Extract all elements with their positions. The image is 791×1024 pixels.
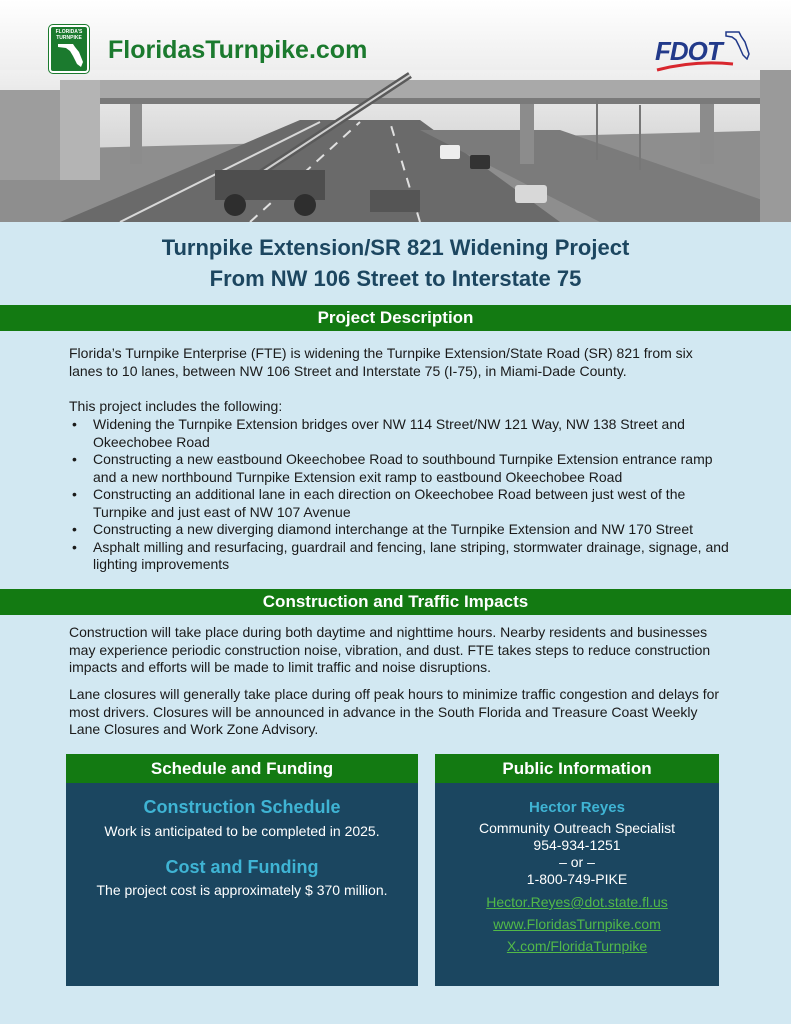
schedule-funding-heading: Schedule and Funding xyxy=(66,754,418,783)
fdot-logo[interactable]: FDOT xyxy=(655,36,722,66)
contact-phone-1: 954-934-1251 xyxy=(533,837,621,853)
impacts-heading: Construction and Traffic Impacts xyxy=(0,589,791,615)
project-description-heading: Project Description xyxy=(0,305,791,331)
impacts-paragraph-1: Construction will take place during both daytime and nighttime hours. Nearby residents and businesses may experience periodic construction noise, vibration, and dust. FTE takes steps to reduce construction impacts and efforts will be made to limit traffic and noise disruptions. xyxy=(69,624,711,675)
social-link[interactable]: X.com/FloridaTurnpike xyxy=(506,938,648,954)
list-item: • Constructing an additional lane in each direction on Okeechobee Road between just west of the Turnpike and just east of NW 107 Avenue xyxy=(69,486,729,521)
florida-map-icon xyxy=(57,42,85,68)
fdot-florida-icon xyxy=(725,30,751,60)
list-item: • Constructing a new diverging diamond interchange at the Turnpike Extension and NW 170 Street xyxy=(69,521,729,539)
list-item: • Constructing a new eastbound Okeechobee Road to southbound Turnpike Extension entrance ramp and a new northbound Turnpike Extension exit ramp to eastbound Okeechobee Road xyxy=(69,451,729,486)
contact-or: – or – xyxy=(559,854,595,870)
project-description-intro: Florida’s Turnpike Enterprise (FTE) is widening the Turnpike Extension/State Road (SR) 821 from six lanes to 10 lanes, between NW 106 Street and Interstate 75 (I-75), in Miami-Dade County. xyxy=(69,345,693,379)
public-information-box xyxy=(435,754,719,986)
page-title xyxy=(0,232,791,294)
contact-phone-2: 1-800-749-PIKE xyxy=(526,871,628,887)
project-includes-label: This project includes the following: xyxy=(69,398,283,414)
project-items-list xyxy=(69,416,729,574)
contact-name: Hector Reyes xyxy=(529,799,625,816)
contact-email-link[interactable]: Hector.Reyes@dot.state.fl.us xyxy=(486,894,668,910)
cost-text: The project cost is approximately $ 370 million. xyxy=(96,882,388,898)
contact-role: Community Outreach Specialist xyxy=(478,820,676,836)
schedule-text: Work is anticipated to be completed in 2025. xyxy=(104,823,380,839)
fdot-swoosh-icon xyxy=(655,60,735,72)
turnpike-logo-text: FLORIDA'S TURNPIKE xyxy=(55,29,83,41)
schedule-title: Construction Schedule xyxy=(143,797,341,817)
header-banner xyxy=(0,0,791,222)
site-name[interactable]: FloridasTurnpike.com xyxy=(108,36,368,64)
list-item: • Widening the Turnpike Extension bridges over NW 114 Street/NW 121 Way, NW 138 Street and Okeechobee Road xyxy=(69,416,729,451)
turnpike-logo[interactable] xyxy=(49,25,89,73)
website-link[interactable]: www.FloridasTurnpike.com xyxy=(493,916,661,932)
title-line-2: From NW 106 Street to Interstate 75 xyxy=(209,266,582,291)
public-information-heading: Public Information xyxy=(435,754,719,783)
schedule-funding-box xyxy=(66,754,418,986)
title-line-1: Turnpike Extension/SR 821 Widening Project xyxy=(161,235,630,260)
impacts-paragraph-2: Lane closures will generally take place during off peak hours to minimize traffic congestion and delays for most drivers. Closures will be announced in advance in the South Florida and Treasure Coast Weekly Lane Closures and Work Zone Advisory. xyxy=(69,686,720,737)
cost-title: Cost and Funding xyxy=(165,857,319,877)
construction-photo xyxy=(0,60,791,222)
list-item: • Asphalt milling and resurfacing, guardrail and fencing, lane striping, stormwater drainage, signage, and lighting improvements xyxy=(69,539,729,574)
